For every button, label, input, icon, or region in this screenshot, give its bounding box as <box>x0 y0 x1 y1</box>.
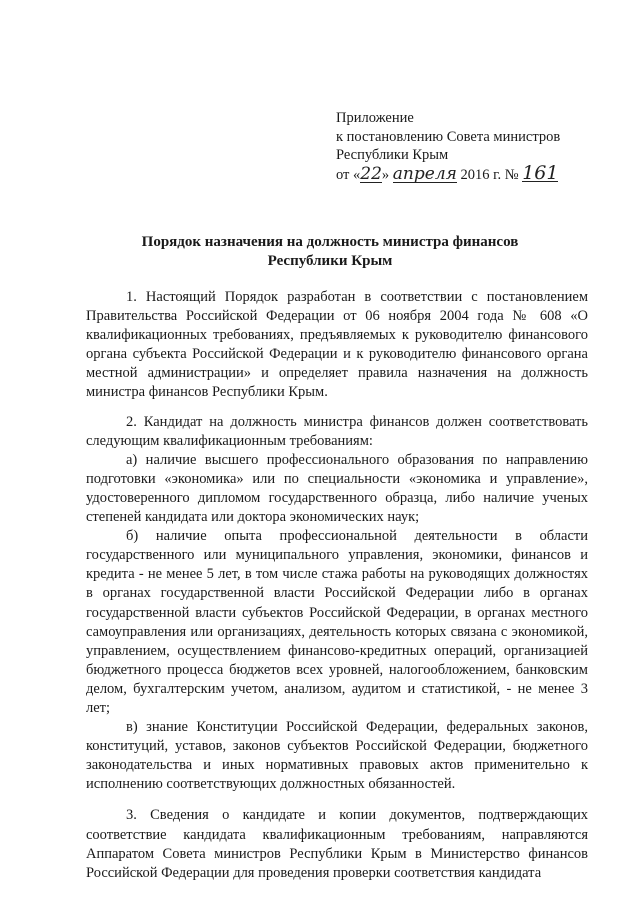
paragraph-1: 1. Настоящий Порядок разработан в соответствии с постановлением Правительства Российской Федерации от 06 ноября 2004 года № 608 «О квалификационных требованиях, предъявляемых к руководителю финансового органа субъекта Российской Федерации и к руководителю финансового органа местной администрации» и определяет правила назначения на должность министра финансов Республики Крым. <box>86 289 588 401</box>
paragraph-2b: б) наличие опыта профессиональной деятельности в области государственного или муниципального управления, экономики, финансов и кредита - не менее 5 лет, в том числе стажа работы на руководящих должностях в органах государственной власти Российской Федерации либо в органах государственной власти субъектов Российской Федерации, в органах местного самоуправления или организациях, деятельность которых связана с экономикой, управлением, осуществлением финансово-кредитных операций, организацией бюджетного процесса бюджетов всех уровней, налогообложением, банковским делом, бухгалтерским учетом, анализом, аудитом и статистикой, - не менее 3 лет; <box>86 528 588 716</box>
appendix-header <box>336 109 626 184</box>
document-title <box>60 233 600 271</box>
handwritten-month: апреля <box>392 163 457 184</box>
date-prefix: от « <box>336 166 361 183</box>
handwritten-doc-number: 161 <box>522 161 559 184</box>
paragraph-2: 2. Кандидат на должность министра финансов должен соответствовать следующим квалификационным требованиям: <box>86 413 588 449</box>
date-mid: » <box>381 166 393 183</box>
paragraph-2c: в) знание Конституции Российской Федерации, федеральных законов, конституций, уставов, законов субъектов Российской Федерации, бюджетного законодательства и иных нормативных правовых актов применительно к исполнению соответствующих должностных обязанностей. <box>86 719 588 793</box>
paragraph-3: 3. Сведения о кандидате и копии документов, подтверждающих соответствие кандидата квалификационным требованиям, направляются Аппаратом Совета министров Республики Крым в Министерство финансов Российской Федерации для проведения проверки соответствия кандидата <box>86 807 588 881</box>
appendix-label: Приложение <box>336 110 414 126</box>
handwritten-day: 22 <box>360 163 382 184</box>
date-year: 2016 г. № <box>456 166 519 183</box>
appendix-republic-line: Республики Крым <box>336 147 449 163</box>
title-line-2: Республики Крым <box>267 253 393 269</box>
paragraph-2a: а) наличие высшего профессионального образования по направлению подготовки «экономика» или по специальности «экономика и управление», удостоверенного дипломом государственного образца, либо наличие ученых степеней кандидата или доктора экономических наук; <box>86 451 588 526</box>
document-body <box>86 288 588 883</box>
title-line-1: Порядок назначения на должность министра финансов <box>141 234 519 250</box>
appendix-date-line <box>336 161 626 185</box>
appendix-resolution-line: к постановлению Совета министров <box>336 128 561 145</box>
